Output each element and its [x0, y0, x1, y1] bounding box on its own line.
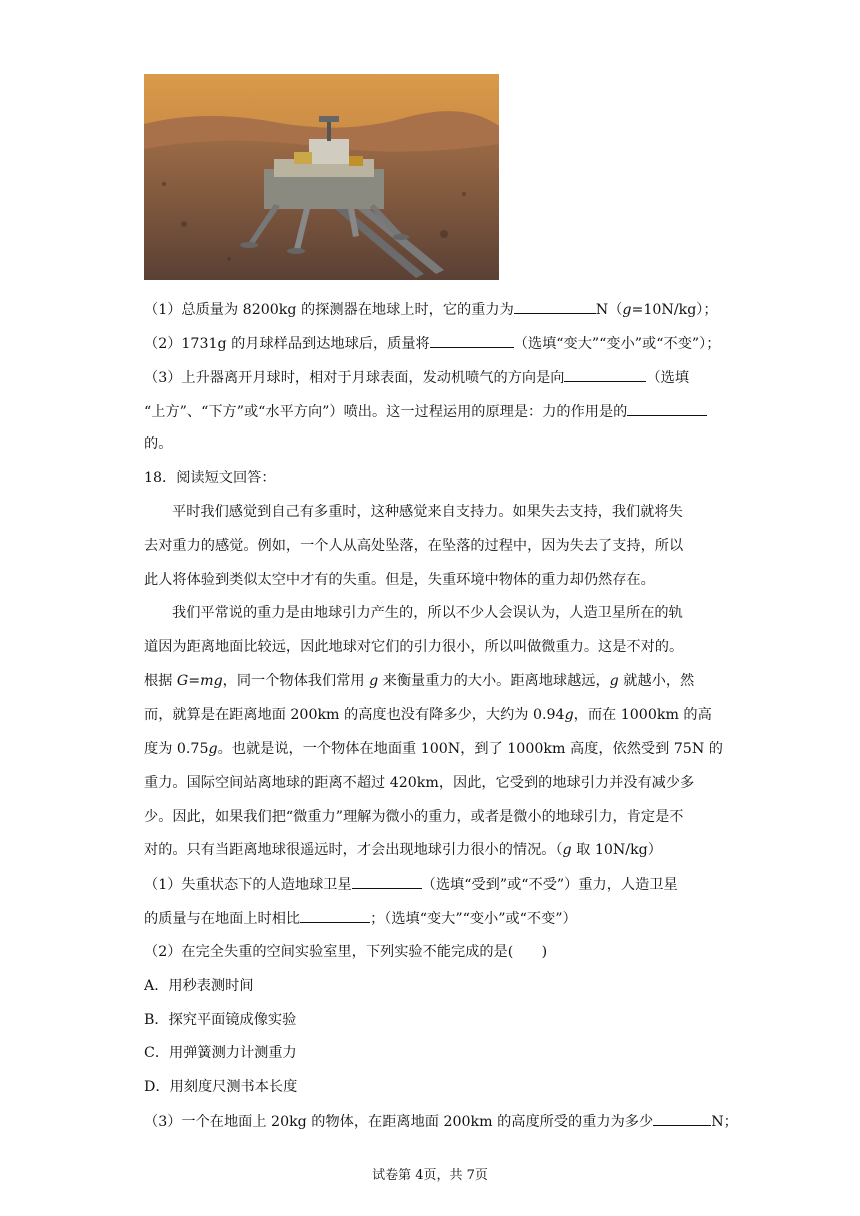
text-run: 根据 — [144, 673, 177, 689]
answer-blank[interactable] — [514, 299, 596, 314]
q18-p1-line: 此人将体验到类似太空中才有的失重。但是，失重环境中物体的重力却仍然存在。 — [144, 572, 655, 588]
answer-blank[interactable] — [430, 333, 514, 348]
text-run: = — [188, 673, 201, 689]
symbol-G: G — [176, 673, 189, 689]
q17-sub3-end-text: 的。 — [144, 436, 173, 452]
q17-sub3-text2: “上方”、“下方”或“水平方向”）喷出。这一过程运用的原理是：力的作用是的 — [144, 404, 628, 420]
answer-blank[interactable] — [627, 401, 707, 416]
q18-sub1-tail: （选填“受到”或“不受”）重力，人造卫星 — [421, 877, 678, 893]
q18-sub1 — [144, 874, 678, 895]
symbol-g: g — [609, 673, 619, 689]
q18-p1-line: 平时我们感觉到自己有多重时，这种感觉来自支持力。如果失去支持，我们就将失 — [172, 504, 683, 520]
q18-p2-line — [144, 705, 712, 725]
text-run: ，同一个物体我们常用 — [222, 673, 370, 689]
q17-sub3-end — [144, 434, 172, 454]
q18-sub2: （2）在完全失重的空间实验室里，下列实验不能完成的是( ) — [144, 944, 548, 960]
answer-blank[interactable] — [564, 367, 646, 382]
symbol-mg: mg — [200, 673, 223, 689]
q18-sub3 — [144, 1111, 738, 1132]
q18-sub1-tail2: ；（选填“变大”“变小”或“不变”） — [370, 911, 577, 927]
q17-sub3 — [144, 367, 689, 388]
q17-sub1 — [144, 299, 718, 320]
answer-blank[interactable] — [653, 1111, 711, 1126]
q18-p2-line: 我们平常说的重力是由地球引力产生的，所以不少人会误认为，人造卫星所在的轨 — [172, 605, 683, 621]
q18-p2-line: 少。因此，如果我们把“微重力”理解为微小的重力，或者是微小的地球引力，肯定是不 — [144, 809, 684, 825]
q18-p2-line: 重力。国际空间站离地球的距离不超过 420km，因此，它受到的地球引力并没有减少多 — [144, 775, 695, 791]
text-run: 。也就是说，一个物体在地面重 100N，到了 1000km 高度，依然受到 75N 的 — [217, 741, 723, 757]
q17-sub1-text: （1）总质量为 8200kg 的探测器在地球上时，它的重力为 — [144, 302, 514, 318]
q17-sub2-tail: （选填“变大”“变小”或“不变”）； — [513, 336, 721, 352]
q18-sub1-text: （1）失重状态下的人造地球卫星 — [144, 877, 352, 893]
text-run: 来衡量重力的大小。距离地球越远， — [378, 673, 610, 689]
q18-sub3-tail: N； — [711, 1114, 738, 1130]
text-run: 就越小，然 — [618, 673, 695, 689]
symbol-g: g — [562, 842, 572, 858]
symbol-g: g — [564, 707, 574, 723]
q18-p2-line: 道因为距离地面比较远，因此地球对它们的引力很小，所以叫做微重力。这是不对的。 — [144, 639, 684, 655]
text-run: 对的。只有当距离地球很遥远时，才会出现地球引力很小的情况。（ — [144, 842, 563, 858]
q17-sub1-tail: =10N/kg）； — [631, 302, 718, 318]
q17-sub3-cont — [144, 401, 707, 422]
q18-sub1-text2: 的质量与在地面上时相比 — [144, 911, 301, 927]
answer-blank[interactable] — [352, 874, 422, 889]
lander-photo — [144, 74, 499, 280]
answer-blank[interactable] — [300, 908, 370, 923]
q17-sub2 — [144, 333, 720, 354]
q17-sub3-tail: （选填 — [646, 370, 690, 386]
option-b[interactable]: B．探究平面镜成像实验 — [144, 1012, 297, 1028]
q17-sub3-text: （3）上升器离开月球时，相对于月球表面，发动机喷气的方向是向 — [144, 370, 565, 386]
option-a[interactable]: A．用秒表测时间 — [144, 978, 254, 994]
q17-sub2-text: （2）1731g 的月球样品到达地球后，质量将 — [144, 336, 430, 352]
q18-p1-line: 去对重力的感觉。例如，一个人从高处坠落，在坠落的过程中，因为失去了支持，所以 — [144, 538, 684, 554]
q18-sub3-text: （3）一个在地面上 20kg 的物体，在距离地面 200km 的高度所受的重力为多少 — [144, 1114, 654, 1130]
q18-sub1-cont — [144, 908, 577, 929]
symbol-g: g — [208, 741, 218, 757]
symbol-g: g — [369, 673, 379, 689]
q18-p2-line — [144, 739, 723, 759]
q18-p2-line — [144, 671, 694, 691]
text-run: ，而在 1000km 的高 — [573, 707, 712, 723]
q17-g-symbol: g — [622, 302, 632, 318]
text-run: 度为 0.75 — [144, 741, 209, 757]
text-run: 取 10N/kg） — [571, 842, 662, 858]
option-d[interactable]: D．用刻度尺测书本长度 — [144, 1079, 298, 1095]
q18-p2-line — [144, 840, 662, 860]
option-c[interactable]: C．用弹簧测力计测重力 — [144, 1045, 297, 1061]
text-run: 而，就算是在距离地面 200km 的高度也没有降多少，大约为 0.94 — [144, 707, 565, 723]
page-footer: 试卷第 4页，共 7页 — [372, 1168, 488, 1183]
q17-sub1-unit: N（ — [595, 302, 623, 318]
q18-heading: 18．阅读短文回答： — [144, 470, 276, 486]
